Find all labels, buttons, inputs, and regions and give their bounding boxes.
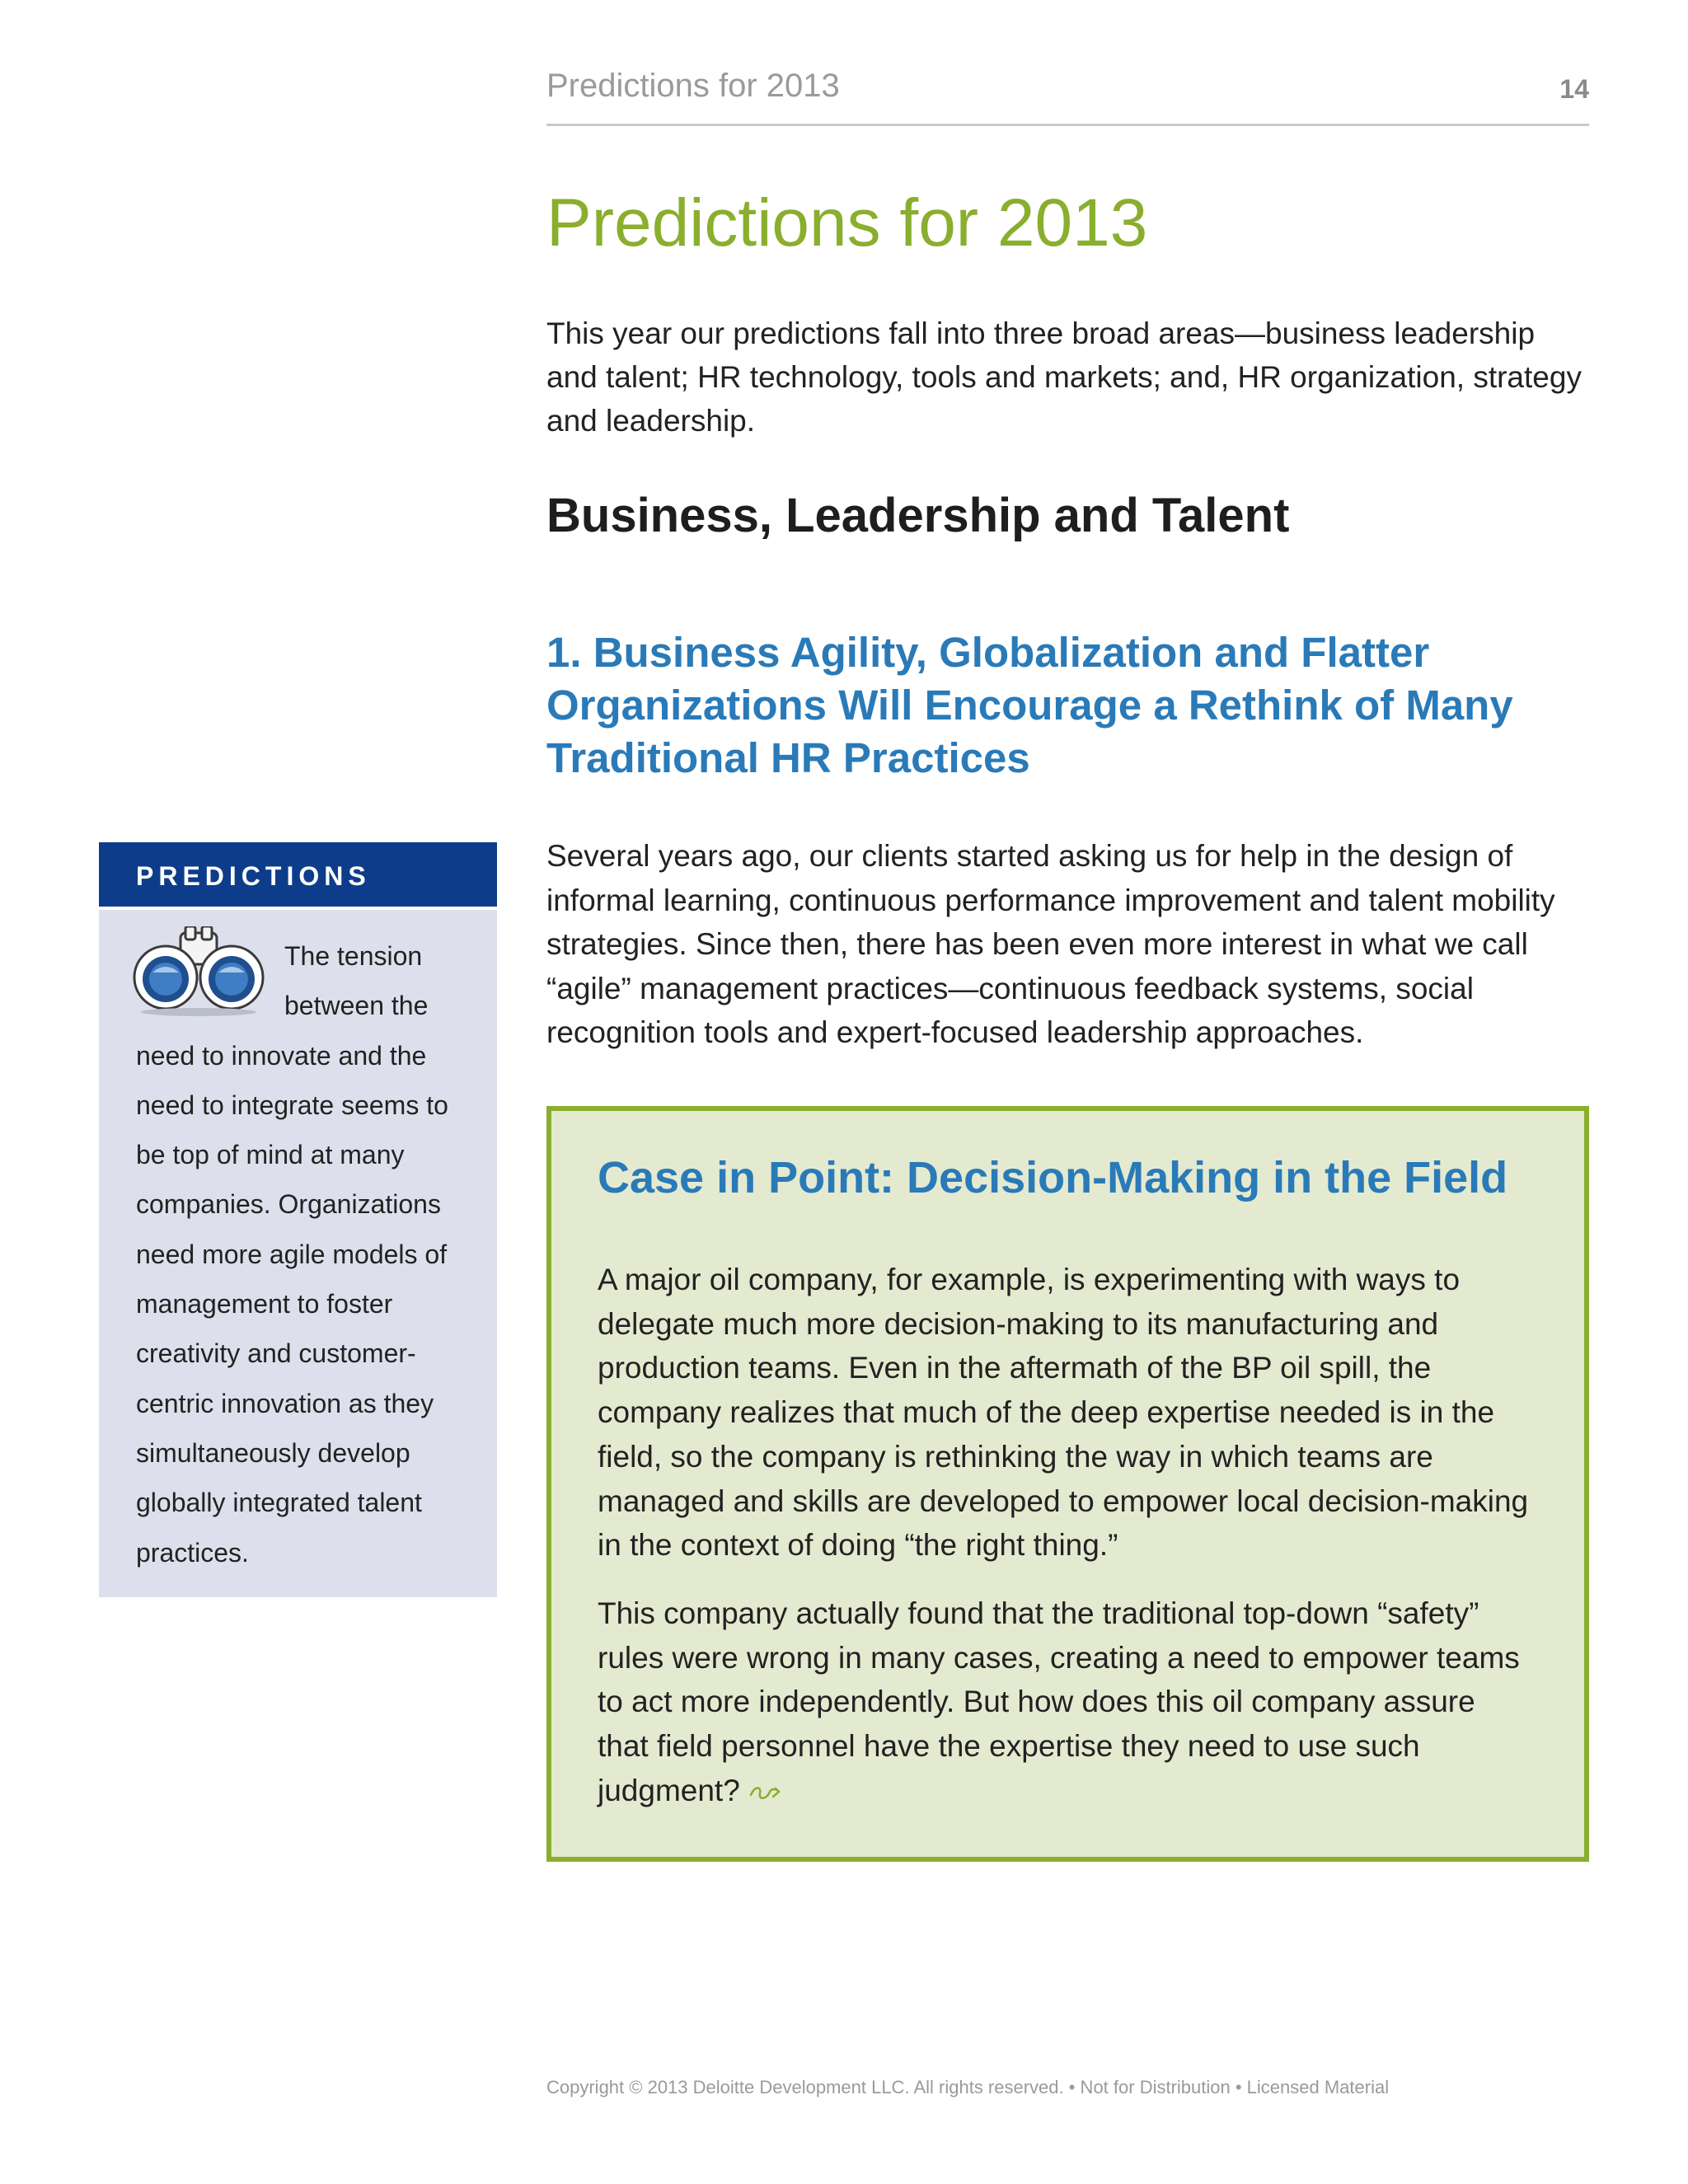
case-paragraph-2-text: This company actually found that the traditional top-down “safety” rules were wrong in many cases, creating a need to empower teams to act more independently. But how does this oil company assure that field personnel have the expertise they need to use such judgment? xyxy=(598,1596,1520,1807)
subsection-heading: 1. Business Agility, Globalization and Flatter Organizations Will Encourage a Rethink of Many Traditional HR Practices xyxy=(546,629,1513,781)
sidebar-body xyxy=(99,910,497,1577)
page-title: Predictions for 2013 xyxy=(546,185,1148,260)
binoculars-icon xyxy=(133,926,265,1017)
end-mark-icon xyxy=(748,1783,781,1802)
footer-copyright: Copyright © 2013 Deloitte Development LLC. All rights reserved. • Not for Distribution • Licensed Material xyxy=(546,2077,1390,2097)
page-number: 14 xyxy=(1559,74,1589,104)
case-in-point-box xyxy=(546,1106,1589,1862)
case-title: Case in Point: Decision-Making in the Field xyxy=(598,1153,1508,1202)
running-header xyxy=(546,64,1589,126)
body-paragraph: Several years ago, our clients started asking us for help in the design of informal learning, continuous performance improvement and talent mobility strategies. Since then, there has been even more interest in what we call “agile” management practices—continuous feedback systems, social recognition tools and expert-focused leadership approaches. xyxy=(546,839,1555,1049)
sidebar-text: The tension between the need to innovate and the need to integrate seems to be top of mind at many companies. Organizations need more agile models of management to foster creativity and customer-centric innovation as they simultaneously develop globally integrated talent practices. xyxy=(136,941,448,1568)
sidebar-header: PREDICTIONS xyxy=(99,842,497,910)
case-paragraph-1: A major oil company, for example, is experimenting with ways to delegate much more decision-making to its manufacturing and production teams. Even in the aftermath of the BP oil spill, the company realizes that much of the deep expertise needed is in the field, so the company is rethinking the way in which teams are managed and skills are developed to empower local decision-making in the context of doing “the right thing.” xyxy=(598,1263,1529,1563)
predictions-sidebar xyxy=(99,842,497,1597)
case-paragraph-2 xyxy=(598,1591,1529,1813)
intro-paragraph: This year our predictions fall into three broad areas—business leadership and talent; HR technology, tools and markets; and, HR organization, strategy and leadership. xyxy=(546,316,1582,438)
running-title: Predictions for 2013 xyxy=(546,68,840,104)
section-heading: Business, Leadership and Talent xyxy=(546,489,1290,542)
